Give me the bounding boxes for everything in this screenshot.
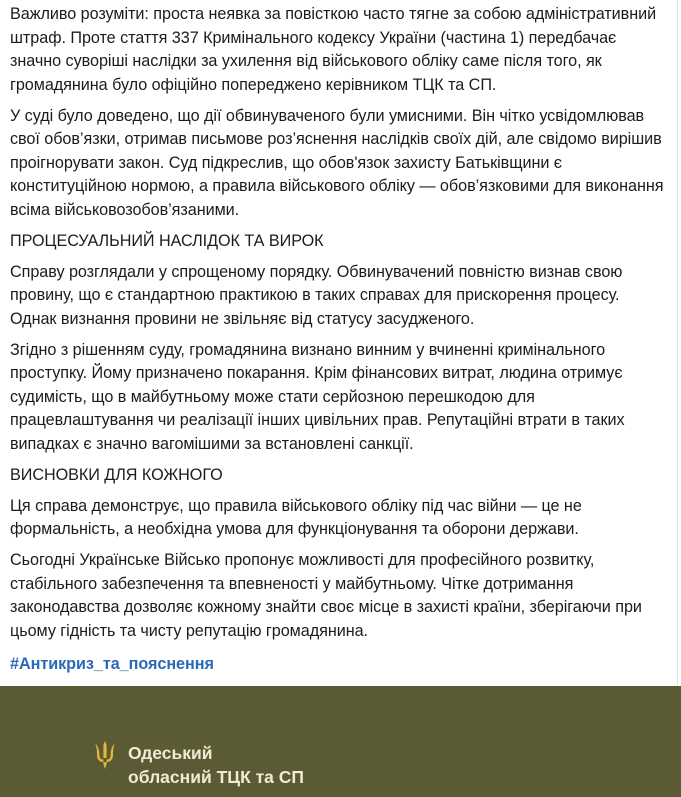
hashtag-link[interactable]: #Антикриз_та_пояснення: [10, 654, 214, 673]
post-paragraph: Згідно з рішенням суду, громадянина визнано винним у вчиненні кримінального проступку. Йому призначено покарання. Крім фінансових витрат, людина отримує судимість, що в майбутньому може стати серйозною перешкодою для працевлаштування чи реалізації інших цивільних прав. Репутаційні втрати в таких випадках є значно вагомішими за встановлені санкції.: [10, 340, 625, 453]
post-image-banner[interactable]: [0, 686, 681, 797]
post-paragraph: У суді було доведено, що дії обвинуваченого були умисними. Він чітко усвідомлював свої обов’язки, отримав письмове роз’яснення наслідків своїх дій, але свідомо вирішив проігнорувати закон. Суд підкреслив, що обов'язок захисту Батьківщини є конституційною нормою, а правила військового обліку — обов’язковими для виконання всіма військовозобов’язаними.: [10, 106, 664, 219]
section-heading: ПРОЦЕСУАЛЬНИЙ НАСЛІДОК ТА ВИРОК: [10, 231, 324, 250]
section-heading: ВИСНОВКИ ДЛЯ КОЖНОГО: [10, 465, 223, 484]
post-paragraph: Ця справа демонструє, що правила військового обліку під час війни — це не формальність, а необхідна умова для функціонування та оборони держави.: [10, 496, 582, 538]
banner-title-line-2: обласний ТЦК та СП: [128, 767, 304, 787]
post-paragraph: Сьогодні Українське Військо пропонує можливості для професійного розвитку, стабільного забезпечення та впевненості у майбутньому. Чітке дотримання законодавства дозволяє кожному знайти своє місце в захисті країни, зберігаючи при цьому гідність та чисту репутацію громадянина.: [10, 551, 642, 640]
trident-icon: [94, 740, 116, 770]
post-paragraph: Справу розглядали у спрощеному порядку. Обвинувачений повністю визнав свою провину, що є стандартною практикою в таких справах для прискорення процесу. Однак визнання провини не звільняє від статусу засудженого.: [10, 262, 623, 328]
post-paragraph: Важливо розуміти: проста неявка за повісткою часто тягне за собою адміністративний штраф. Проте стаття 337 Кримінального кодексу України (частина 1) передбачає значно суворіші наслідки за ухилення від військового обліку саме після того, як громадянина було офіційно попереджено керівником ТЦК та СП.: [10, 5, 657, 94]
banner-title-line-1: Одеський: [128, 743, 213, 763]
banner-title: [128, 741, 304, 789]
